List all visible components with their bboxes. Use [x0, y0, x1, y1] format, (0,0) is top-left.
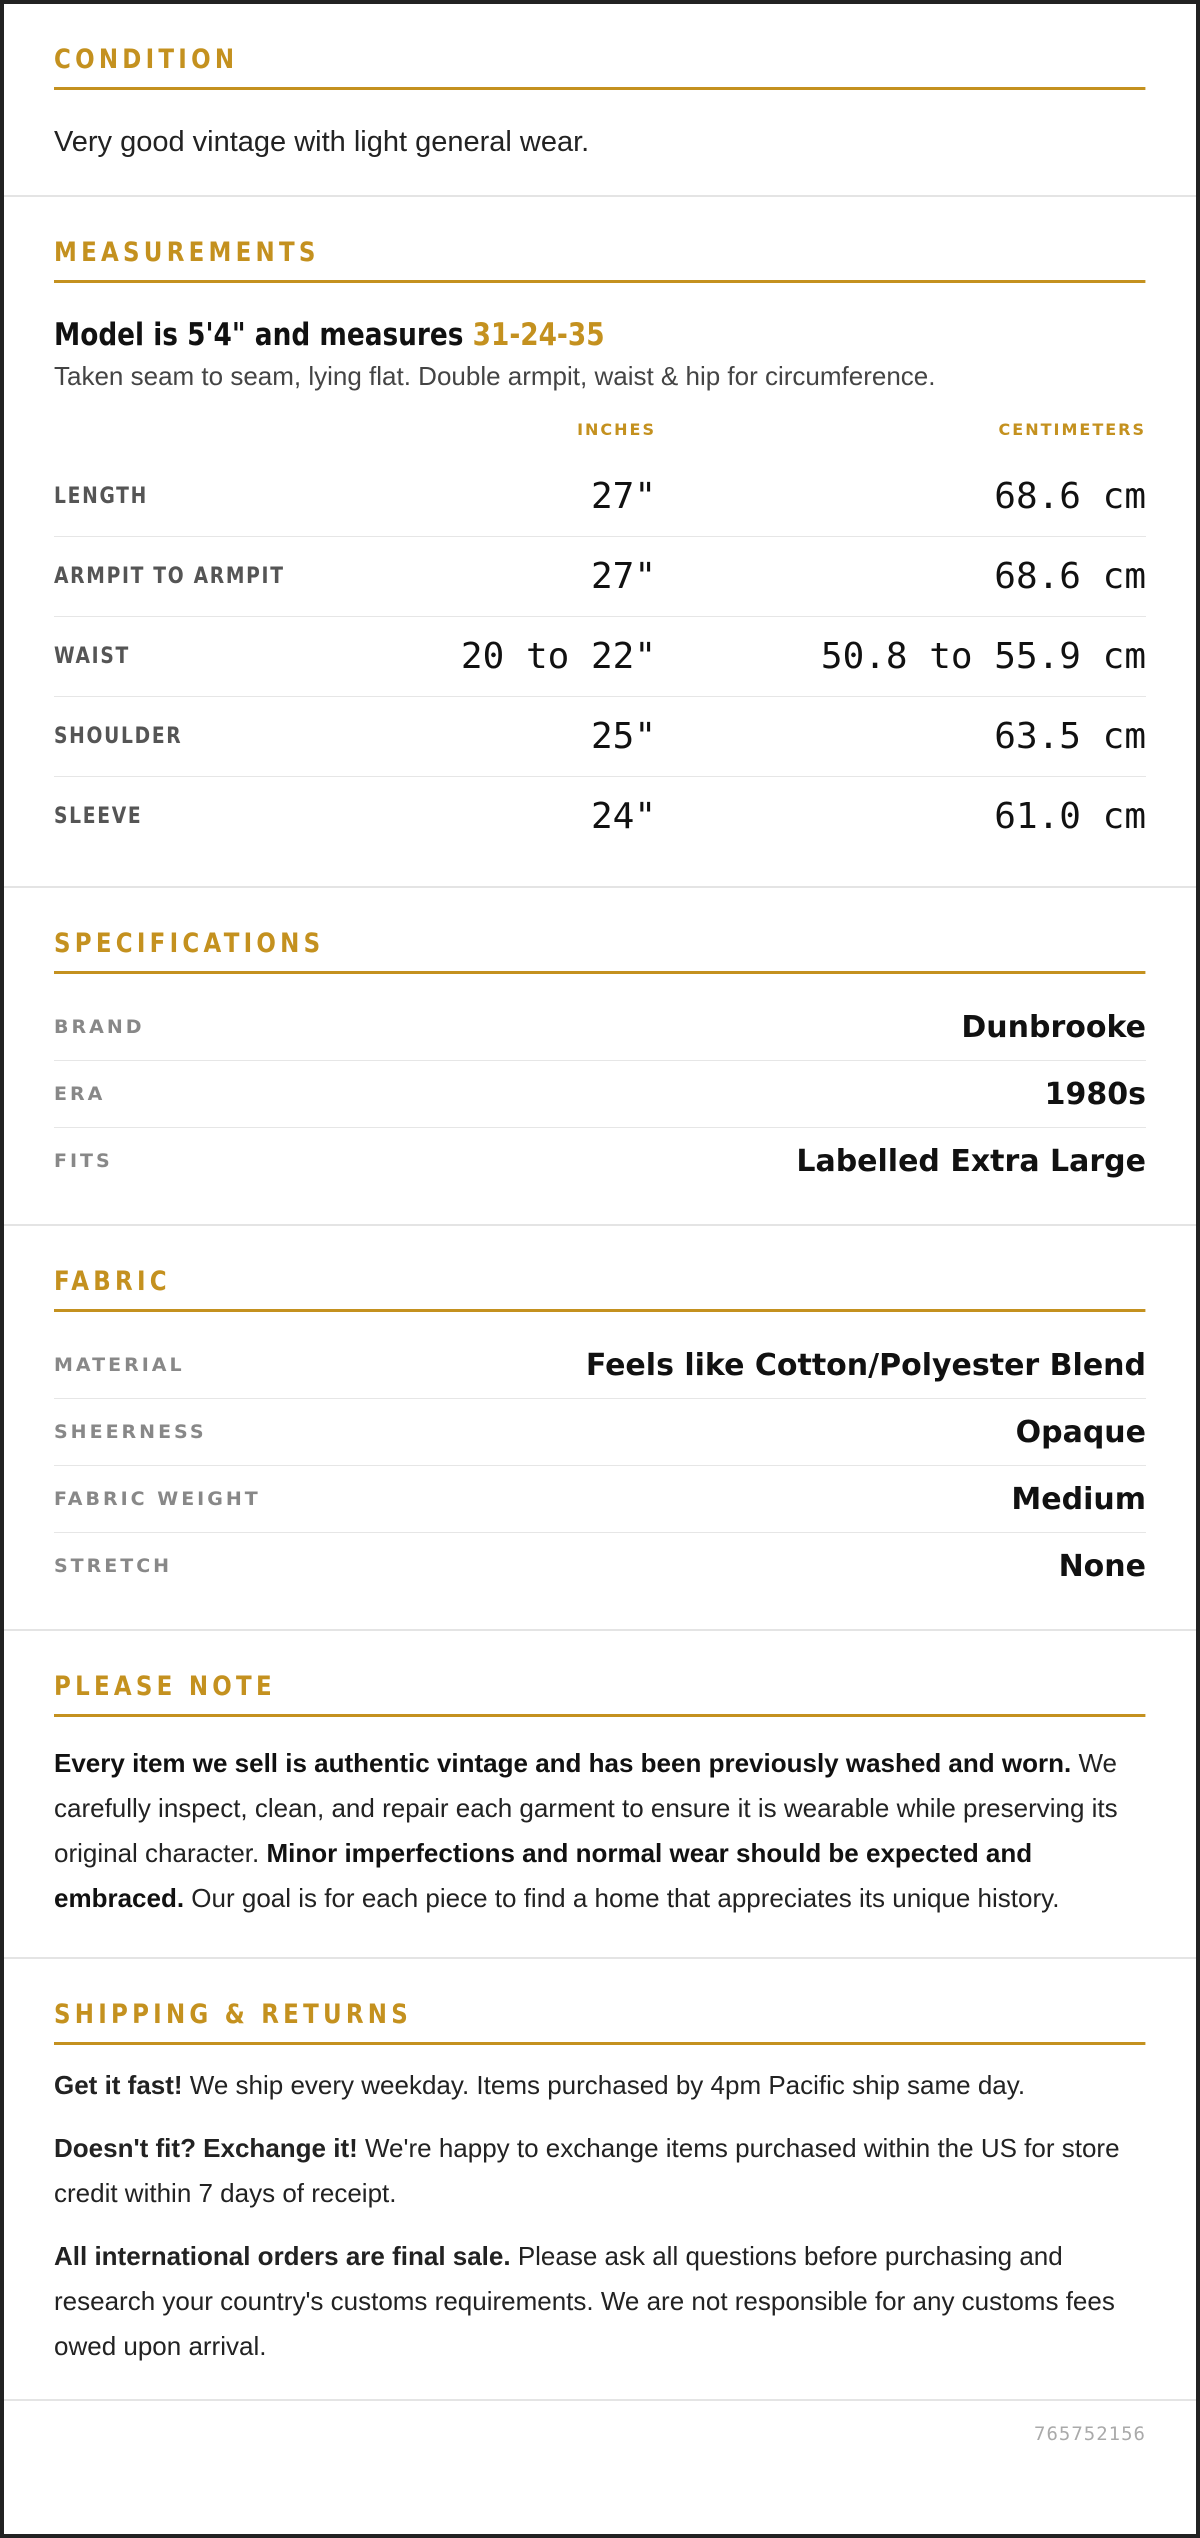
- measurement-cm: 63.5 cm: [994, 716, 1146, 757]
- fabric-value: Medium: [1011, 1481, 1146, 1517]
- measurement-label: SHOULDER: [54, 724, 183, 749]
- fabric-label: MATERIAL: [54, 1354, 185, 1376]
- cm-column-header: CENTIMETERS: [998, 420, 1146, 439]
- spec-value: Dunbrooke: [961, 1009, 1146, 1045]
- product-id: 765752156: [1034, 2423, 1146, 2445]
- model-measures: [54, 317, 982, 353]
- fabric-section: [4, 1226, 1196, 1631]
- fabric-row: [54, 1466, 1146, 1533]
- shipping-returns-section: [4, 1959, 1196, 2401]
- shipping-fast-text: We ship every weekday. Items purchased by 4pm Pacific ship same day.: [182, 2070, 1026, 2100]
- please-note-text: [54, 1741, 1146, 1921]
- fabric-row: [54, 1399, 1146, 1466]
- condition-heading: CONDITION: [54, 44, 1146, 90]
- condition-section: [4, 4, 1196, 197]
- shipping-exchange-bold: Doesn't fit? Exchange it!: [54, 2133, 358, 2163]
- shipping-exchange-text: We're happy to exchange items purchased within the US for store credit within 7 days of receipt.: [54, 2133, 1120, 2208]
- fabric-label: SHEERNESS: [54, 1421, 207, 1443]
- spec-label: ERA: [54, 1083, 106, 1105]
- note-text-2: Our goal is for each piece to find a home that appreciates its unique history.: [184, 1883, 1060, 1913]
- measurements-heading: MEASUREMENTS: [54, 237, 1146, 283]
- spec-row: [54, 1128, 1146, 1194]
- please-note-section: [4, 1631, 1196, 1959]
- note-bold-1: Every item we sell is authentic vintage and has been previously washed and worn.: [54, 1748, 1072, 1778]
- condition-text: Very good vintage with light general wear.: [54, 126, 590, 158]
- measurement-cm: 61.0 cm: [994, 796, 1146, 837]
- spec-label: BRAND: [54, 1016, 145, 1038]
- measurement-row: [54, 777, 1146, 856]
- fabric-heading: FABRIC: [54, 1266, 1146, 1312]
- note-bold-2: Minor imperfections and normal wear should be expected and embraced.: [54, 1838, 1033, 1913]
- measurement-cm: 68.6 cm: [994, 556, 1146, 597]
- measurement-inches: 27": [590, 476, 656, 517]
- fabric-value: None: [1058, 1548, 1146, 1584]
- model-prefix: Model is 5'4" and measures: [54, 317, 473, 353]
- spec-value: Labelled Extra Large: [796, 1143, 1146, 1179]
- fabric-row: [54, 1533, 1146, 1599]
- fabric-row: [54, 1332, 1146, 1399]
- spec-value: 1980s: [1044, 1076, 1146, 1112]
- measurement-label: SLEEVE: [54, 804, 143, 829]
- measurement-row: [54, 457, 1146, 537]
- measurement-label: LENGTH: [54, 484, 148, 509]
- measurement-cm: 50.8 to 55.9 cm: [820, 636, 1146, 677]
- measurement-inches: 24": [590, 796, 656, 837]
- measurements-subtitle: Taken seam to seam, lying flat. Double armpit, waist & hip for circumference.: [54, 361, 936, 391]
- shipping-heading: SHIPPING & RETURNS: [54, 1999, 1146, 2045]
- fabric-value: Feels like Cotton/Polyester Blend: [585, 1347, 1146, 1383]
- specifications-section: [4, 888, 1196, 1226]
- measurement-label: ARMPIT TO ARMPIT: [54, 564, 285, 589]
- fabric-label: STRETCH: [54, 1555, 173, 1577]
- measurements-table: [54, 420, 1146, 856]
- shipping-intl-text: Please ask all questions before purchasing and research your country's customs requirements. We are not responsible for any customs fees owed upon arrival.: [54, 2241, 1115, 2361]
- shipping-paragraph-fast: [54, 2063, 1146, 2108]
- measurements-header: [54, 420, 1146, 457]
- inches-column-header: INCHES: [577, 420, 656, 439]
- measurement-inches: 20 to 22": [460, 636, 656, 677]
- shipping-fast-bold: Get it fast!: [54, 2070, 183, 2100]
- measurement-row: [54, 697, 1146, 777]
- measurement-row: [54, 537, 1146, 617]
- measurement-inches: 27": [590, 556, 656, 597]
- spec-label: FITS: [54, 1150, 113, 1172]
- specifications-list: [54, 994, 1146, 1194]
- fabric-label: FABRIC WEIGHT: [54, 1488, 261, 1510]
- spec-row: [54, 994, 1146, 1061]
- shipping-paragraph-international: [54, 2234, 1146, 2369]
- fabric-list: [54, 1332, 1146, 1599]
- model-measures-value: 31-24-35: [472, 317, 605, 353]
- spec-row: [54, 1061, 1146, 1128]
- shipping-paragraph-exchange: [54, 2126, 1146, 2216]
- note-text-1: We carefully inspect, clean, and repair each garment to ensure it is wearable while preserving its original character.: [54, 1748, 1118, 1868]
- measurement-row: [54, 617, 1146, 697]
- measurement-label: WAIST: [54, 644, 130, 669]
- measurement-inches: 25": [590, 716, 656, 757]
- fabric-value: Opaque: [1015, 1414, 1146, 1450]
- specifications-heading: SPECIFICATIONS: [54, 928, 1146, 974]
- measurement-cm: 68.6 cm: [994, 476, 1146, 517]
- shipping-intl-bold: All international orders are final sale.: [54, 2241, 511, 2271]
- please-note-heading: PLEASE NOTE: [54, 1671, 1146, 1717]
- measurements-section: [4, 197, 1196, 888]
